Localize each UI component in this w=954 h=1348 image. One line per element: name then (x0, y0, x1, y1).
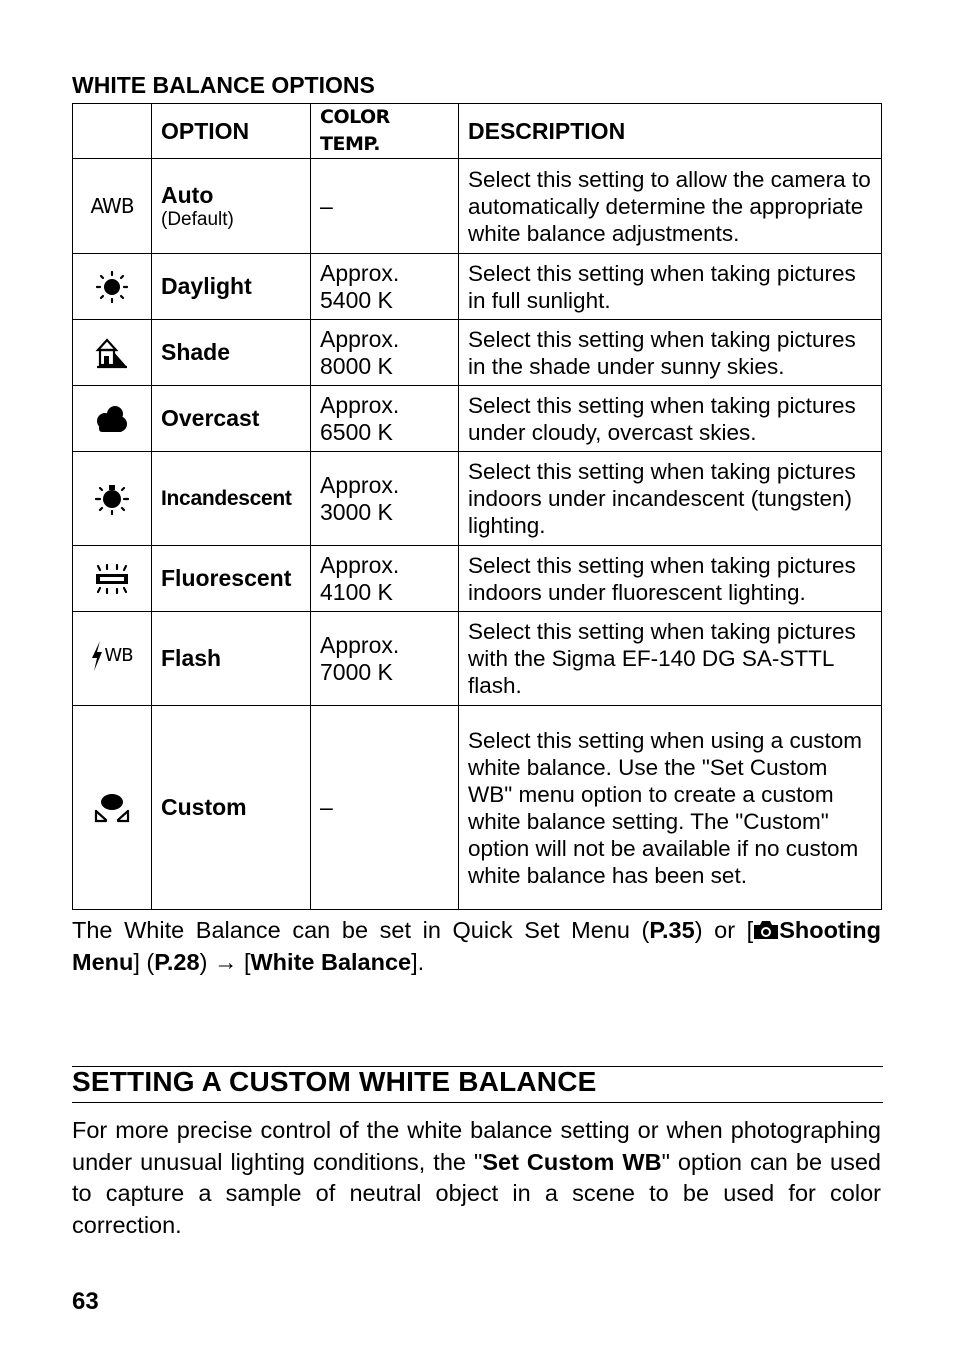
description: Select this setting when taking pictures indoors under fluorescent lighting. (459, 546, 882, 612)
lightning-icon (91, 641, 103, 671)
option-name: Daylight (152, 254, 311, 320)
custom-wb-paragraph: For more precise control of the white balance setting or when photographing under unusual lighting conditions, the "Set Custom WB" option can be used to capture a sample of neutral object in a scene to be used for color correction. (72, 1117, 882, 1238)
header-icon (73, 104, 152, 159)
bulb-icon (73, 452, 152, 546)
table-row (73, 706, 882, 910)
color-temp: – (311, 159, 459, 254)
color-temp: Approx. 3000 K (311, 452, 459, 546)
table-row (73, 320, 882, 386)
option-name: Fluorescent (152, 546, 311, 612)
description: Select this setting to allow the camera to automatically determine the appropriate white balance adjustments. (459, 159, 882, 254)
option-name: Incandescent (152, 452, 311, 546)
section-bottom-rule (72, 1102, 883, 1103)
option-cell (152, 159, 311, 254)
page-reference: P.35 (649, 917, 695, 943)
table-header-row (73, 104, 882, 159)
white-balance-table (72, 103, 882, 910)
description: Select this setting when taking pictures under cloudy, overcast skies. (459, 386, 882, 452)
header-option: OPTION (152, 104, 311, 159)
option-default-note: (Default) (161, 208, 234, 230)
option-name: Shade (152, 320, 311, 386)
quick-set-paragraph: The White Balance can be set in Quick Set Menu (P.35) or [ Shooting Menu] (P.28) → [White Balance]. (72, 917, 881, 975)
color-temp: Approx. 8000 K (311, 320, 459, 386)
option-name: Overcast (152, 386, 311, 452)
option-name: Auto (161, 181, 214, 208)
table-row (73, 546, 882, 612)
menu-item-name: White Balance (250, 948, 412, 975)
page-heading: WHITE BALANCE OPTIONS (72, 72, 375, 98)
color-temp: Approx. 6500 K (311, 386, 459, 452)
table-row (73, 159, 882, 254)
table-row (73, 612, 882, 706)
page-number: 63 (72, 1288, 99, 1315)
awb-icon: AWB (73, 159, 152, 254)
header-color-temp: COLOR TEMP. (311, 104, 459, 159)
description: Select this setting when taking pictures indoors under incandescent (tungsten) lighting. (459, 452, 882, 546)
cloud-icon (73, 386, 152, 452)
color-temp: Approx. 5400 K (311, 254, 459, 320)
section-title: SETTING A CUSTOM WHITE BALANCE (72, 1066, 597, 1097)
sun-icon (73, 254, 152, 320)
option-name-bold: Set Custom WB (482, 1148, 662, 1175)
custom-wb-icon (73, 706, 152, 910)
camera-icon (753, 919, 779, 940)
option-name: Flash (152, 612, 311, 706)
header-description: DESCRIPTION (459, 104, 882, 159)
color-temp: – (311, 706, 459, 910)
shade-icon (73, 320, 152, 386)
table-row (73, 254, 882, 320)
color-temp: Approx. 4100 K (311, 546, 459, 612)
option-name: Custom (152, 706, 311, 910)
description: Select this setting when taking pictures in full sunlight. (459, 254, 882, 320)
table-row (73, 386, 882, 452)
flash-wb-icon: WB (73, 612, 152, 706)
description: Select this setting when taking pictures in the shade under sunny skies. (459, 320, 882, 386)
table-row (73, 452, 882, 546)
description: Select this setting when taking pictures with the Sigma EF-140 DG SA-STTL flash. (459, 612, 882, 706)
color-temp: Approx. 7000 K (311, 612, 459, 706)
menu-name: Shooting Menu (72, 917, 881, 975)
page-reference: P.28 (154, 948, 200, 975)
description: Select this setting when using a custom white balance. Use the "Set Custom WB" menu option to create a custom white balance setting. The "Custom" option will not be available if no custom white balance has been set. (459, 706, 882, 910)
fluorescent-icon (73, 546, 152, 612)
